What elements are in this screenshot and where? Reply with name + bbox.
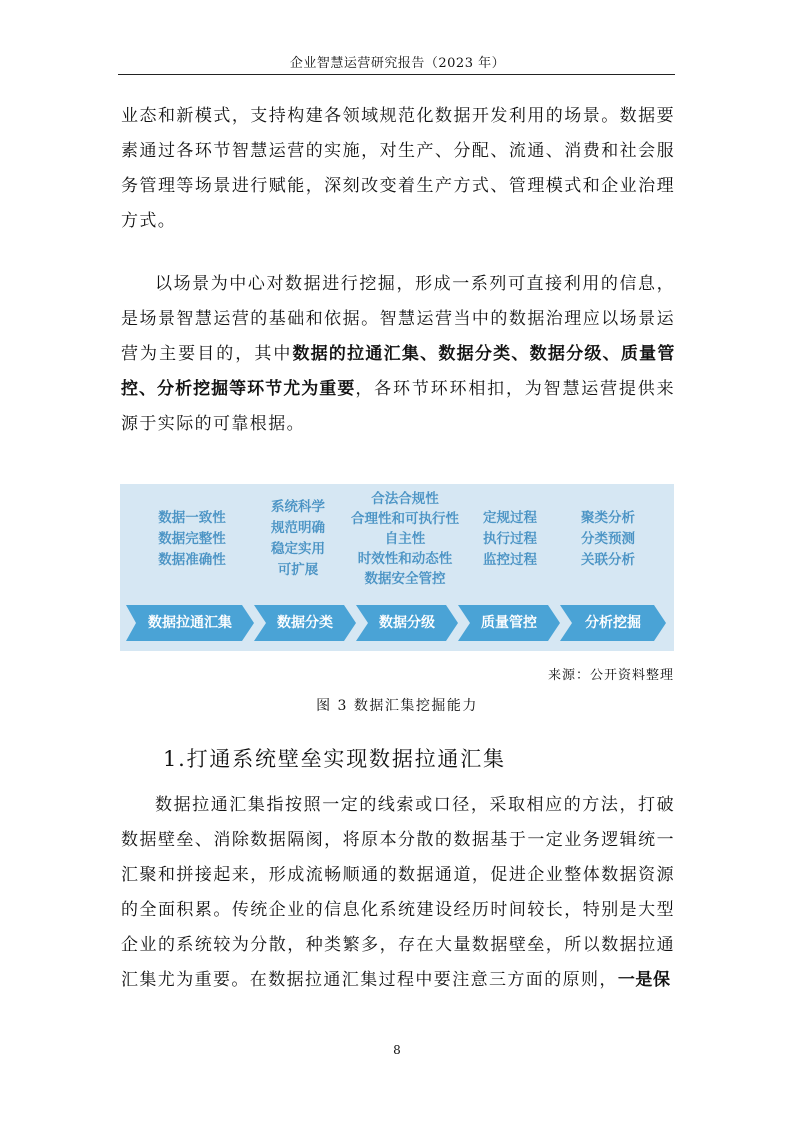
figure-column-4 bbox=[460, 484, 560, 594]
paragraph-1 bbox=[121, 99, 675, 239]
figure-item: 数据安全管控 bbox=[364, 571, 446, 587]
stage-arrow bbox=[560, 605, 666, 641]
stage-label: 质量管控 bbox=[481, 615, 537, 631]
paragraph-2-bold-text: 数据的拉通汇集、数据分类、数据分级、质量管控、分析挖掘等环节尤为重要 bbox=[121, 344, 675, 399]
paragraph-2-text-start: 以场景为中心对数据进行挖掘，形成一系列可直接利用的信息，是场景智慧运营的基础和依据。智慧运营当中的数据治理应以场景运营为主要目的，其中 bbox=[121, 274, 675, 364]
figure-item: 自主性 bbox=[384, 531, 426, 547]
stage-arrow bbox=[254, 605, 356, 641]
figure-item: 数据准确性 bbox=[158, 551, 226, 568]
page-number: 8 bbox=[393, 1043, 401, 1057]
figure-item: 可扩展 bbox=[277, 562, 319, 578]
section-body-text: 数据拉通汇集指按照一定的线索或口径，采取相应的方法，打破数据壁垒、消除数据隔阂，将原本分散的数据基于一定业务逻辑统一汇聚和拼接起来，形成流畅顺通的数据通道，促进企业整体数据资源的全面积累。传统企业的信息化系统建设经历时间较长，特别是大型企业的系统较为分散，种类繁多，存在大量数据壁垒，所以数据拉通汇集尤为重要。在数据拉通汇集过程中要注意三方面的原则， bbox=[121, 795, 675, 990]
figure-item: 合理性和可执行性 bbox=[351, 511, 459, 527]
figure-caption: 图 3 数据汇集挖掘能力 bbox=[316, 698, 478, 714]
figure-column-5 bbox=[552, 484, 664, 594]
stage-label: 数据分级 bbox=[379, 615, 435, 631]
stage-arrow bbox=[126, 605, 254, 641]
figure-item: 系统科学 bbox=[271, 499, 325, 515]
stage-label: 数据分类 bbox=[277, 615, 333, 631]
paragraph-1-text: 业态和新模式，支持构建各领域规范化数据开发利用的场景。数据要素通过各环节智慧运营的实施，对生产、分配、流通、消费和社会服务管理等场景进行赋能，深刻改变着生产方式、管理模式和企业治理方式。 bbox=[121, 106, 675, 231]
stage-arrow bbox=[458, 605, 560, 641]
figure-item: 监控过程 bbox=[483, 551, 537, 568]
figure-item: 关联分析 bbox=[581, 551, 635, 568]
figure-item: 聚类分析 bbox=[581, 509, 635, 526]
figure-column-3 bbox=[336, 484, 474, 594]
figure-item: 稳定实用 bbox=[271, 541, 325, 557]
stage-arrow bbox=[356, 605, 458, 641]
figure-source: 来源：公开资料整理 bbox=[547, 668, 674, 683]
figure-item: 时效性和动态性 bbox=[357, 551, 453, 567]
paragraph-2 bbox=[121, 267, 675, 442]
stage-arrow-row bbox=[126, 605, 671, 641]
paragraph-2-text-end: ，各环节环环相扣，为智慧运营提供来源于实际的可靠根据。 bbox=[121, 379, 675, 434]
figure-item: 定规过程 bbox=[483, 509, 537, 526]
figure-item: 数据完整性 bbox=[158, 530, 226, 547]
stage-label: 数据拉通汇集 bbox=[148, 615, 232, 631]
figure-item: 数据一致性 bbox=[158, 509, 226, 526]
figure-item: 合法合规性 bbox=[371, 491, 439, 507]
section-heading: 1.打通系统壁垒实现数据拉通汇集 bbox=[163, 747, 506, 771]
section-body bbox=[121, 788, 675, 998]
figure-item: 规范明确 bbox=[271, 520, 325, 536]
figure-item: 执行过程 bbox=[483, 530, 537, 547]
header-rule bbox=[118, 74, 675, 75]
running-header: 企业智慧运营研究报告（2023 年） bbox=[289, 56, 506, 71]
stage-label: 分析挖掘 bbox=[585, 615, 641, 631]
data-capability-figure bbox=[120, 484, 674, 651]
figure-column-1 bbox=[138, 484, 246, 594]
figure-item: 分类预测 bbox=[581, 530, 635, 547]
section-body-bold-text: 一是保 bbox=[617, 970, 671, 990]
